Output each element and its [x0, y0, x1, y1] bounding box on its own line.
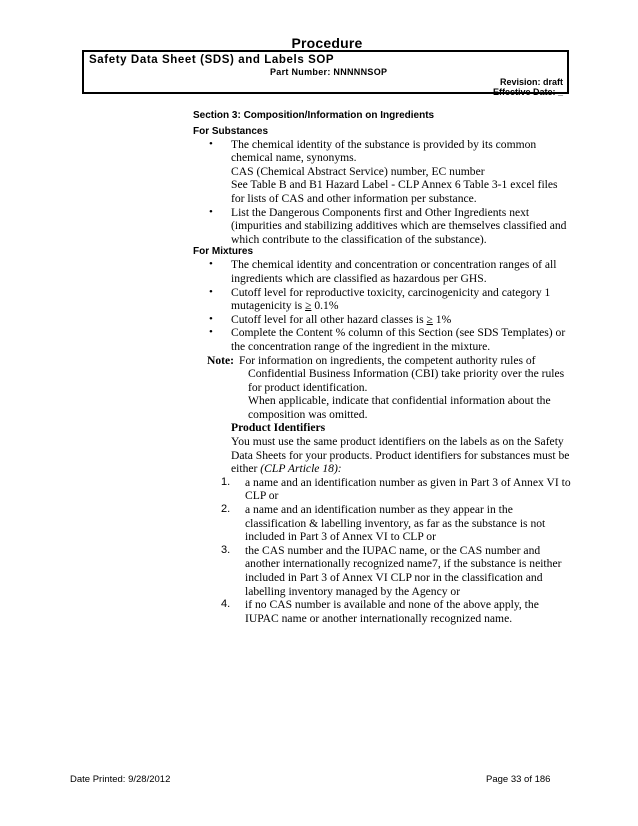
list-item: • Cutoff level for reproductive toxicity, carcinogenicity and category 1 mutagenicity is ≥ 0.1%: [209, 285, 551, 313]
list-item: • The chemical identity and concentration or concentration ranges of all ingredients which are classified as hazardous per GHS.: [209, 258, 557, 285]
list-item: 3. the CAS number and the IUPAC name, or the CAS number and another internationally recognized name7, if the substance is neither included in Part 3 of Annex VI CLP nor in the classification and labelling inventory managed by the Agency or: [221, 543, 562, 598]
revision: Revision: draft: [499, 77, 563, 87]
bullet-icon: •: [209, 326, 213, 339]
list-item: • The chemical identity of the substance is provided by its common chemical name, synonyms. CAS (Chemical Abstract Service) number, EC number See Table B and B1 Hazard Label - CLP Annex 6 Table 3-1 excel files for lists of CAS and other information per substance.: [209, 137, 558, 205]
list-item: • List the Dangerous Components first and Other Ingredients next (impurities and stabilizing additives which are themselves classified and which contribute to the classification of the substance).: [209, 205, 567, 246]
bullet-icon: •: [209, 137, 213, 150]
note-label: Note:: [207, 353, 235, 367]
identifier-options-list: [193, 476, 573, 626]
section-content: [193, 109, 573, 625]
mixtures-list: [193, 258, 573, 353]
substances-list: [193, 138, 573, 247]
list-item: 4. if no CAS number is available and none of the above apply, the IUPAC name or another internationally recognized name.: [221, 598, 539, 625]
mixtures-heading: For Mixtures: [193, 246, 254, 258]
page-number: Page 33 of 186: [486, 774, 551, 785]
sop-title: Safety Data Sheet (SDS) and Labels SOP: [89, 54, 335, 66]
part-number: Part Number: NNNNNSOP: [270, 67, 388, 77]
product-identifiers-block: Product Identifiers You must use the same product identifiers on the labels as on the Safety Data Sheets for your products. Product identifiers for substances must be either (CLP Article 18):: [193, 421, 573, 475]
section-heading: Section 3: Composition/Information on Ingredients: [193, 110, 435, 121]
procedure-title: Procedure: [291, 35, 363, 51]
bullet-icon: •: [209, 258, 213, 271]
document-header-box: [82, 50, 569, 97]
clp-citation: (CLP Article 18):: [260, 462, 342, 476]
note-block: Note: For information on ingredients, the competent authority rules of Confidential Business Information (CBI) take priority over the rules for product identification. When applicable, indicate that confidential information about the composition was omitted.: [207, 353, 565, 421]
list-item: 1. a name and an identification number as given in Part 3 of Annex VI to CLP or: [221, 475, 571, 503]
bullet-icon: •: [209, 312, 213, 325]
list-item: 2. a name and an identification number as they appear in the classification & labelling inventory, as far as the substance is not included in Part 3 of Annex VI to CLP or: [221, 503, 546, 544]
bullet-icon: •: [209, 205, 213, 218]
date-printed: Date Printed: 9/28/2012: [70, 774, 171, 785]
product-identifiers-heading: Product Identifiers: [231, 421, 326, 435]
substances-heading: For Substances: [193, 125, 269, 137]
effective-date: Effective Date: _: [492, 87, 563, 97]
list-item: • Complete the Content % column of this Section (see SDS Templates) or the concentration range of the ingredient in the mixture.: [209, 326, 566, 353]
list-item: • Cutoff level for all other hazard classes is ≥ 1%: [209, 312, 452, 326]
bullet-icon: •: [209, 285, 213, 298]
